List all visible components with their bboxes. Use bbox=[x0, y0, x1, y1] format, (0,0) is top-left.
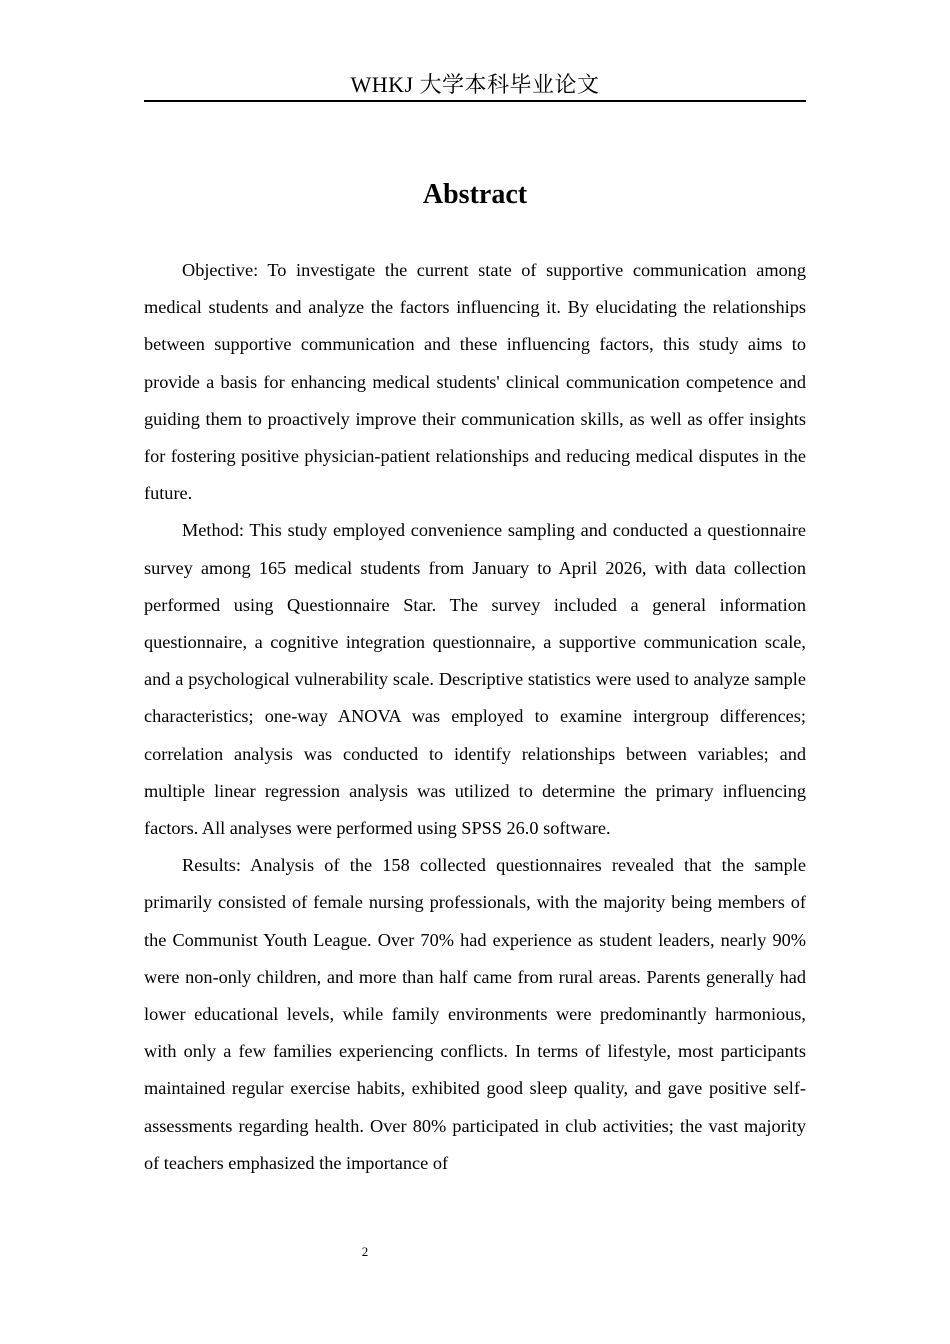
method-paragraph: Method: This study employed convenience sampling and conducted a questionnaire survey among 165 medical students from January to April 2026, with data collection performed using Questionnaire Star. The survey included a general information questionnaire, a cognitive integration questionnaire, a supportive communication scale, and a psychological vulnerability scale. Descriptive statistics were used to analyze sample characteristics; one-way ANOVA was employed to examine intergroup differences; correlation analysis was conducted to identify relationships between variables; and multiple linear regression analysis was utilized to determine the primary influencing factors. All analyses were performed using SPSS 26.0 software. bbox=[144, 520, 806, 839]
abstract-body bbox=[144, 252, 806, 1182]
abstract-title: Abstract bbox=[422, 179, 528, 210]
header-divider bbox=[144, 100, 806, 102]
page-number: 2 bbox=[361, 1244, 369, 1259]
running-header: WHKJ 大学本科毕业论文 bbox=[350, 72, 600, 97]
objective-paragraph: Objective: To investigate the current state of supportive communication among medical students and analyze the factors influencing it. By elucidating the relationships between supportive communication and these influencing factors, this study aims to provide a basis for enhancing medical students' clinical communication competence and guiding them to proactively improve their communication skills, as well as offer insights for fostering positive physician-patient relationships and reducing medical disputes in the future. bbox=[144, 260, 806, 504]
results-paragraph: Results: Analysis of the 158 collected questionnaires revealed that the sample primarily consisted of female nursing professionals, with the majority being members of the Communist Youth League. Over 70% had experience as student leaders, nearly 90% were non-only children, and more than half came from rural areas. Parents generally had lower educational levels, while family environments were predominantly harmonious, with only a few families experiencing conflicts. In terms of lifestyle, most participants maintained regular exercise habits, exhibited good sleep quality, and gave positive self-assessments regarding health. Over 80% participated in club activities; the vast majority of teachers emphasized the importance of bbox=[144, 855, 806, 1173]
